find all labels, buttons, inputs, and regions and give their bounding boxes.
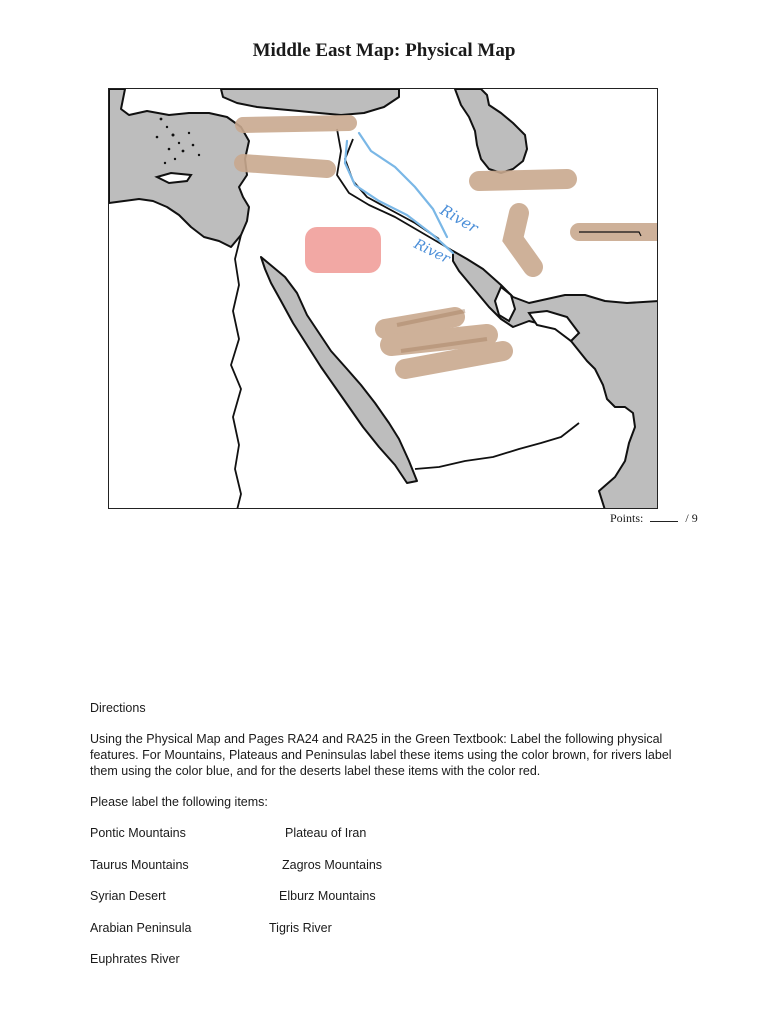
physical-map (108, 88, 658, 509)
directions-body: Using the Physical Map and Pages RA24 and RA25 in the Green Textbook: Label the following physical features. For Mountains, Plateaus and Peninsulas label these items using the color brown, for rivers label them using the color blue, and for the deserts label these items with the color red. (90, 732, 672, 778)
caspian-sea (455, 89, 527, 173)
river-annotation-tigris: River (437, 200, 482, 237)
item-elburz-mountains: Elburz Mountains (279, 889, 376, 903)
points-score (610, 511, 698, 526)
item-euphrates-river: Euphrates River (90, 952, 180, 966)
red-sea (261, 257, 417, 483)
mediterranean-sea (109, 89, 249, 247)
mountain-mark-pontic (243, 123, 349, 125)
item-syrian-desert: Syrian Desert (90, 889, 166, 903)
item-zagros-mountains: Zagros Mountains (282, 857, 383, 872)
page-title: Middle East Map: Physical Map (252, 40, 516, 61)
directions-prompt: Please label the following items: (90, 795, 268, 809)
points-total: / 9 (685, 511, 698, 525)
river-annotation-euphrates: River (411, 236, 453, 268)
desert-mark-syrian (305, 227, 381, 273)
mountain-mark-zagros (513, 213, 533, 267)
points-label: Points: (610, 511, 644, 525)
item-tigris-river: Tigris River (269, 920, 332, 935)
black-sea (221, 89, 399, 115)
item-taurus-mountains: Taurus Mountains (90, 857, 189, 872)
persian-gulf (453, 251, 658, 509)
directions-heading: Directions (90, 701, 146, 715)
directions-section (90, 700, 690, 825)
peninsula-mark-3 (405, 351, 503, 369)
item-arabian-peninsula: Arabian Peninsula (90, 920, 192, 935)
mountain-mark-elburz (479, 179, 567, 181)
item-plateau-of-iran: Plateau of Iran (285, 826, 367, 840)
points-blank[interactable] (650, 511, 678, 522)
item-pontic-mountains: Pontic Mountains (90, 826, 186, 840)
mountain-mark-taurus (243, 163, 327, 169)
